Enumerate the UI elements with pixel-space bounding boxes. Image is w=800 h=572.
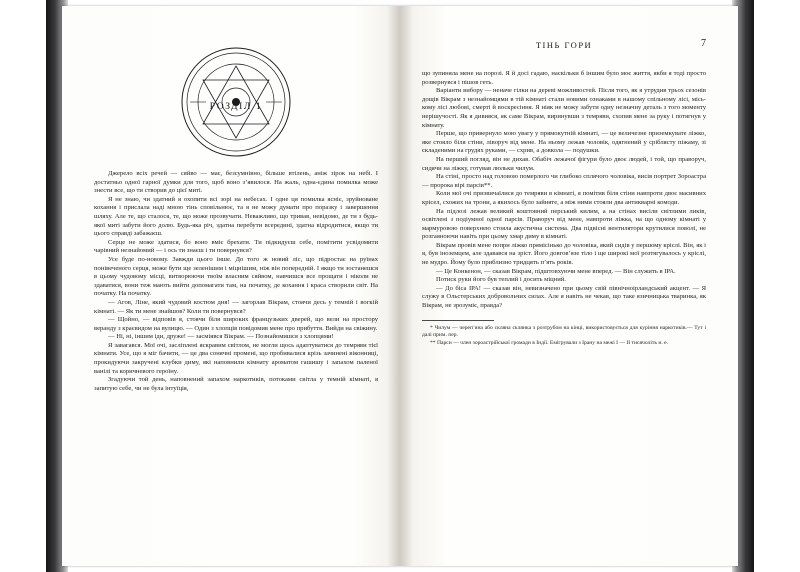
book-pages [62, 6, 738, 566]
paragraph: Я завагався. Мої очі, засліплені яскравим світлом, не могли щось адаптуватися до темряви тієї кімнати. Усе, що я міг бачити, — це два сонячні промені, що пробивалися крізь зачинені віконниці, прокидуючи закручені клубки диму, які наповнили кімнату ароматом гашишу і запахом паленої ванілі та коричневого героїну. [94, 341, 378, 375]
running-title: ТІНЬ ГОРИ [535, 40, 593, 50]
running-head [422, 40, 706, 56]
page-number: 7 [701, 38, 706, 49]
paragraph: На підлозі лежав великий коштовний перський килим, а на стінах висіли світлими ликів, освітлені з подіумної одної парсів. Праворуч від мене, навпроти ліжка, на що одному кімнаті у мармуровою поверхнею стояла акустична система. Два підвісні вентилятори крутилися поволі, не розгаяноючи навіть при цьому хмар диму в кімнаті. [422, 207, 706, 241]
chapter-emblem [180, 46, 292, 158]
paragraph: Джерело всіх речей — сяйво — має, безсумнівно, більше втілень, аніж зірок на небі. І достатньо одної гарної думки для того, щоб воно з’явилося. На жаль, одна-єдина помилка може знести все, що ти створив до цієї миті. [94, 170, 378, 195]
paragraph: — Агов, Ліне, який чудовий костюм дня! — загорлав Вікрам, стоячи десь у темній і вогкій кімнаті. — Як ти мене знайшов? Коли ти повернувся? [94, 298, 378, 315]
chapter-label: РОЗДІЛ 1 [209, 102, 263, 112]
paragraph: На перший погляд, він не дихав. Обабіч лежачої фігури було двоє людей, і той, що праворуч, сидячи на ліжку, готував люльки чилум. [422, 155, 706, 172]
paragraph: — Ні, ні, іншим іди, друже! — засміявся Вікрам. — Познайомишся з хлопцями! [108, 333, 334, 341]
footnote-divider [422, 320, 494, 321]
paragraph: що зупиняла мене на порозі. Я й досі гадаю, наскільки б іншим було моє життя, якби я тоді просто розвернувся і пішов геть. [422, 70, 706, 86]
paragraph: Перше, що привернуло мою увагу у прямокутній кімнаті, — це величезне приземкувате ліжко, яке стояло біля стіни, ліворуч від мене. На ньому лежав чоловік, одягнений у сріблясту піжаму, зі складеними на грудях руками, — схрив, а довкола — подушки. [422, 130, 706, 155]
paragraph: Потиск руки його був теплий і досить міцний. [436, 276, 566, 284]
paragraph: Згадуючи той день, наповнений запахом наркотиків, потоками світла у темній кімнаті, я запитую себе, чи не була інтуїція, [94, 376, 378, 392]
page-right [400, 6, 738, 566]
footnote: ** Парси — член зороастрійської громади в Індії. Емігрували з Ірану на межі I — II тисячоліть н. е. [430, 340, 668, 347]
paragraph: — До біса ІРА! — сказав він, невизначено при цьому свій північноірландський акцент. — Я служу в Ольстерських добровольчих силах. Але я навіть не чекав, що таке язичницька тваринка, як Вікрам, не зрозуміє, правда? [422, 284, 706, 310]
paragraph: — Це Конкенон, — сказав Вікрам, підштовхуючи мене вперед. — Він служить в ІРА. [436, 267, 676, 275]
paragraph: Усе буде по-новому. Завжди цього інше. До того ж новий ліс, що підростає на руїнах понівеченого серця, може бути ще зеленішим і міцнішим, ніж він попередній. І якщо ти зостанешся в цьому чудовому місці, витворюючи твоїм власним сяйвом, навчишся все прощати і ніколи не здаватися, вони теж мають вийти допомагати там, на початку, де кохання і краса створили світ. На початку. На початку. [94, 255, 378, 298]
paragraph: Я не знаю, чи здатний я охопити всі зорі на небесах. І одне ця помилка ясніє, зруйноване кохання і прислала наді мною тінь сповільнює, та я не можу думати про поразку і завершення шляху. Але те, що сталося, те, що може прозвучати. Неважливо, що тривав, невідомо, де ти з будь-якої миті забути його долю. Будь-яка річ, здатна перебути всередині, здатна відродитися, якщо ти цього справді забажаєш. [94, 195, 378, 238]
paragraph: Коли мої очі призвичаїлися до темряви в кімнаті, я помітив біля стіни навпроти двоє масивних крісел, схожих на трони, а якихось було зайняте, а між ними стояли два антикварні комоди. [422, 190, 706, 206]
chapter-emblem-wrap [94, 46, 378, 158]
footnotes [422, 325, 706, 348]
paragraph: Вікрам провів мене попри ліжко прямісінько до чоловіка, який сидів у першому кріслі. Він, як і я, був іноземцем, але здавався на зріст. Його довгов’язе тіло і ще широкі мої розтягувалось у кріслі, не мудро. Йому було приблизно тридцять п’ять років. [422, 241, 706, 267]
footnote: * Чилум — череп’яна або скляна склянка з розтрубом на кінці, використовується для куріння наркотиків.— Тут і далі прим. пер. [422, 324, 706, 338]
page-left [62, 6, 400, 566]
right-page-body [422, 70, 706, 311]
paragraph: Варіанти вибору — неначе гілки на дереві можливостей. Після того, як я утрудив трьох сезонів дощів Вікрам з незнайомцями в тій кімнаті стали новими ознаками в нашому спільному лісі, місь-кому лісі любові, смерті й воскресіння. Я ніяк не можу забути одну незначну деталь з того моменту нерішучості. Як я дивився, як саме Вікрам, виринувши з темряви, схопив мене за руку і потягнув у кімнату. [422, 87, 706, 129]
paragraph: На стіні, просто над головою померлого чи глибоко сплячого чоловіка, висів портрет Зороастра — пророка вірі парсів**. [422, 173, 706, 189]
left-page-body [94, 170, 378, 393]
paragraph: — Щойно, — відповів я, стоячи біля широких французьких дверей, що вели на простору веранду з краєвидом на вулицю. — Один з хлопців повідомив мене про прибуття. Вийди на свіжину. [94, 316, 378, 332]
paragraph: Серце не може здатися, бо воно вміє брехати. Ти підкидуєш себе, помітити усвідомити чарівний незнайомий — і ось ти знаєш і ти повернувся? [94, 238, 378, 255]
